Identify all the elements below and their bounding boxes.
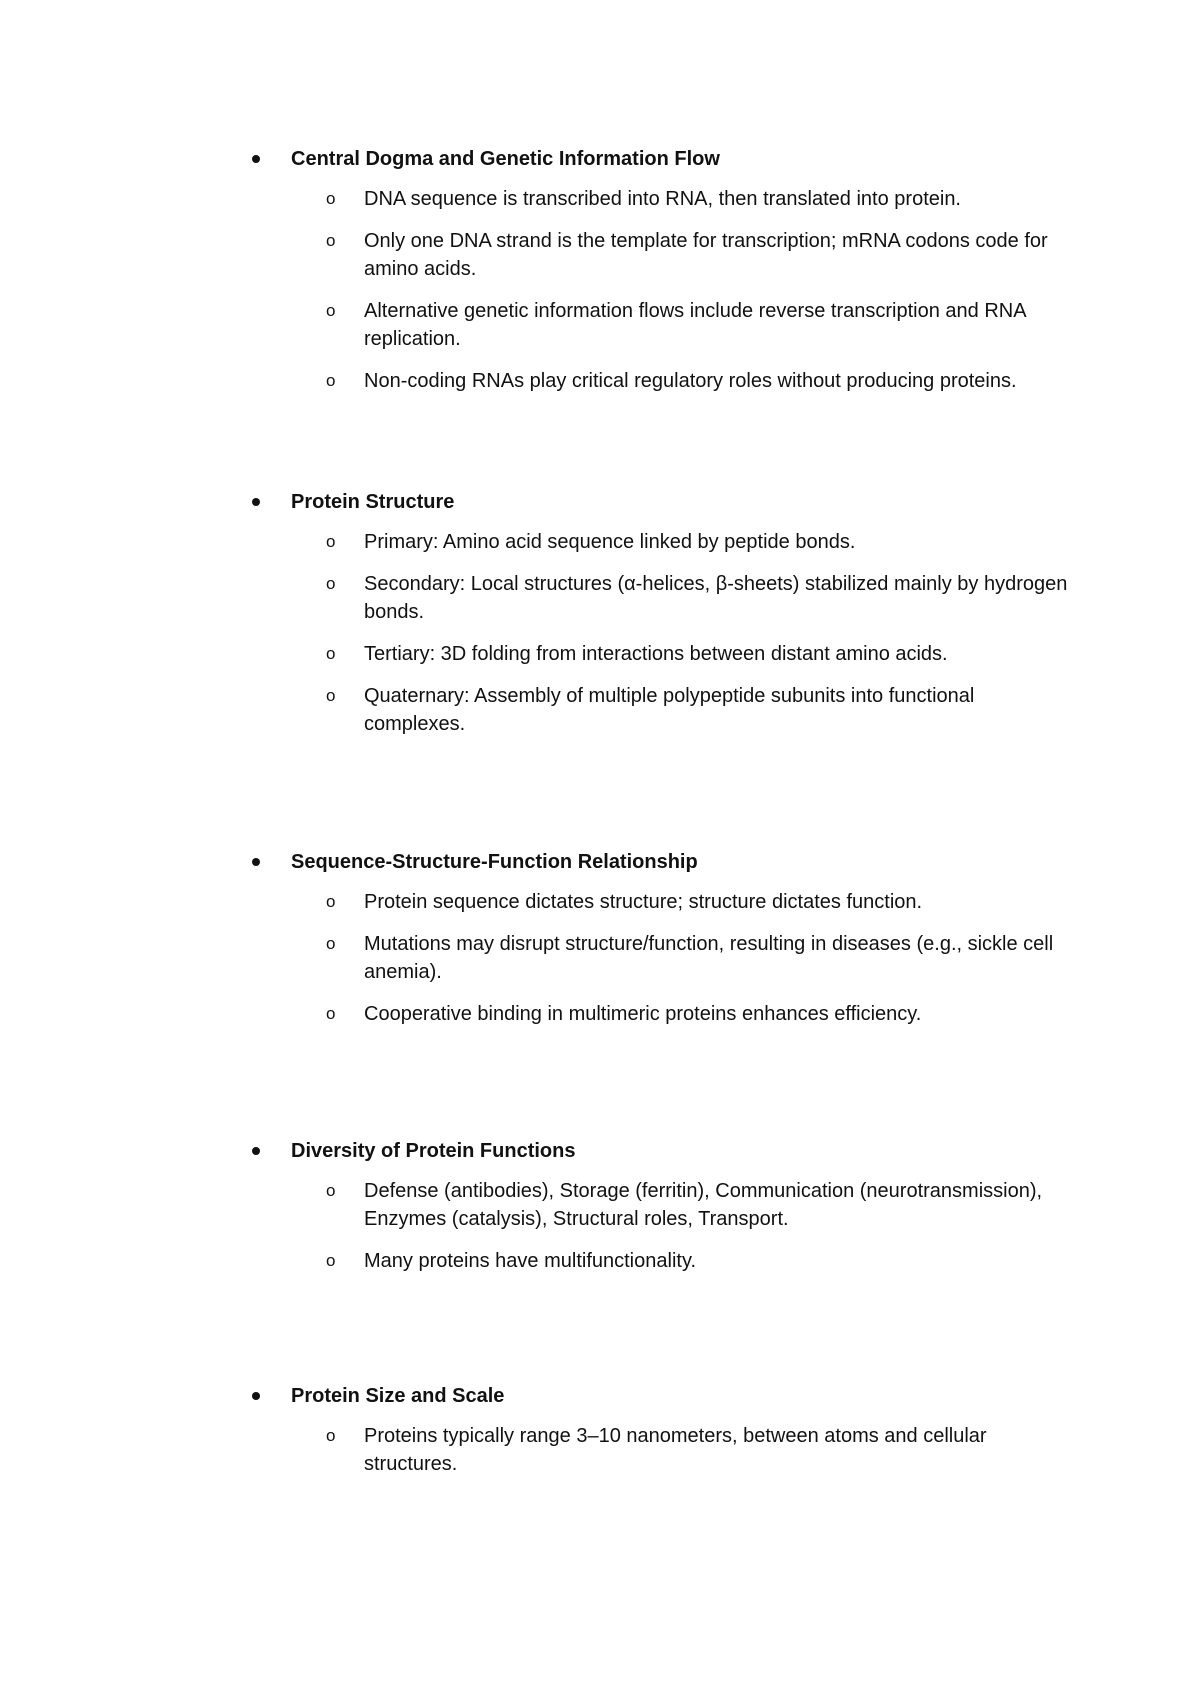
list-item-text: Primary: Amino acid sequence linked by peptide bonds. — [364, 531, 856, 553]
list-item — [0, 367, 1200, 395]
list-item-text: Tertiary: 3D folding from interactions between distant amino acids. — [364, 643, 948, 665]
list-item — [0, 1422, 1200, 1478]
sub-bullet-icon: o — [326, 686, 336, 705]
list-item — [0, 570, 1200, 626]
sub-bullet-icon: o — [326, 189, 336, 208]
list-item-text: Mutations may disrupt structure/function, resulting in diseases (e.g., sickle cell anemia). — [364, 933, 1054, 983]
sub-bullet-icon: o — [326, 1251, 336, 1270]
list-item — [0, 297, 1200, 353]
list-item-text: Non-coding RNAs play critical regulatory roles without producing proteins. — [364, 370, 1017, 392]
list-item-text: Secondary: Local structures (α-helices, β-sheets) stabilized mainly by hydrogen bonds. — [364, 573, 1068, 623]
sub-bullet-icon: o — [326, 574, 336, 593]
list-item-text: DNA sequence is transcribed into RNA, then translated into protein. — [364, 188, 961, 210]
bullet-icon — [252, 1392, 260, 1400]
section-heading: Central Dogma and Genetic Information Flow — [291, 148, 720, 170]
sub-bullet-icon: o — [326, 1426, 336, 1445]
list-item-text: Protein sequence dictates structure; structure dictates function. — [364, 891, 923, 913]
section-heading: Sequence-Structure-Function Relationship — [291, 851, 698, 873]
list-item-text: Alternative genetic information flows include reverse transcription and RNA replication. — [364, 300, 1026, 350]
list-item — [0, 528, 1200, 556]
bullet-icon — [252, 155, 260, 163]
bullet-icon — [252, 498, 260, 506]
section-heading: Protein Size and Scale — [291, 1385, 505, 1407]
section-protein-structure — [0, 488, 1200, 738]
sub-bullet-icon: o — [326, 1004, 336, 1023]
list-item-text: Only one DNA strand is the template for transcription; mRNA codons code for amino acids. — [364, 230, 1048, 280]
list-item-text: Proteins typically range 3–10 nanometers, between atoms and cellular structures. — [364, 1425, 987, 1475]
list-item — [0, 888, 1200, 916]
sub-bullet-icon: o — [326, 371, 336, 390]
bullet-icon — [252, 1147, 260, 1155]
section-central-dogma — [0, 145, 1200, 395]
section-protein-size — [0, 1382, 1200, 1478]
list-item-text: Cooperative binding in multimeric proteins enhances efficiency. — [364, 1003, 922, 1025]
list-item-text: Quaternary: Assembly of multiple polypeptide subunits into functional complexes. — [364, 685, 975, 735]
sub-bullet-icon: o — [326, 231, 336, 250]
list-item — [0, 1177, 1200, 1233]
section-heading-row — [0, 1137, 1200, 1167]
list-item — [0, 227, 1200, 283]
sub-bullet-icon: o — [326, 892, 336, 911]
sub-bullet-icon: o — [326, 301, 336, 320]
list-item — [0, 930, 1200, 986]
list-item — [0, 640, 1200, 668]
sub-bullet-icon: o — [326, 644, 336, 663]
bullet-icon — [252, 858, 260, 866]
sub-bullet-icon: o — [326, 532, 336, 551]
section-heading-row — [0, 848, 1200, 878]
sub-bullet-icon: o — [326, 1181, 336, 1200]
list-item-text: Many proteins have multifunctionality. — [364, 1250, 697, 1272]
section-heading-row — [0, 1382, 1200, 1412]
section-sequence-structure-function — [0, 848, 1200, 1028]
list-item — [0, 682, 1200, 738]
sub-bullet-icon: o — [326, 934, 336, 953]
section-heading-row — [0, 488, 1200, 518]
list-item — [0, 185, 1200, 213]
section-heading: Protein Structure — [291, 491, 455, 513]
list-item — [0, 1000, 1200, 1028]
list-item — [0, 1247, 1200, 1275]
section-heading: Diversity of Protein Functions — [291, 1140, 576, 1162]
section-heading-row — [0, 145, 1200, 175]
list-item-text: Defense (antibodies), Storage (ferritin), Communication (neurotransmission), Enzymes (catalysis), Structural roles, Transport. — [364, 1180, 1043, 1230]
section-protein-functions — [0, 1137, 1200, 1275]
